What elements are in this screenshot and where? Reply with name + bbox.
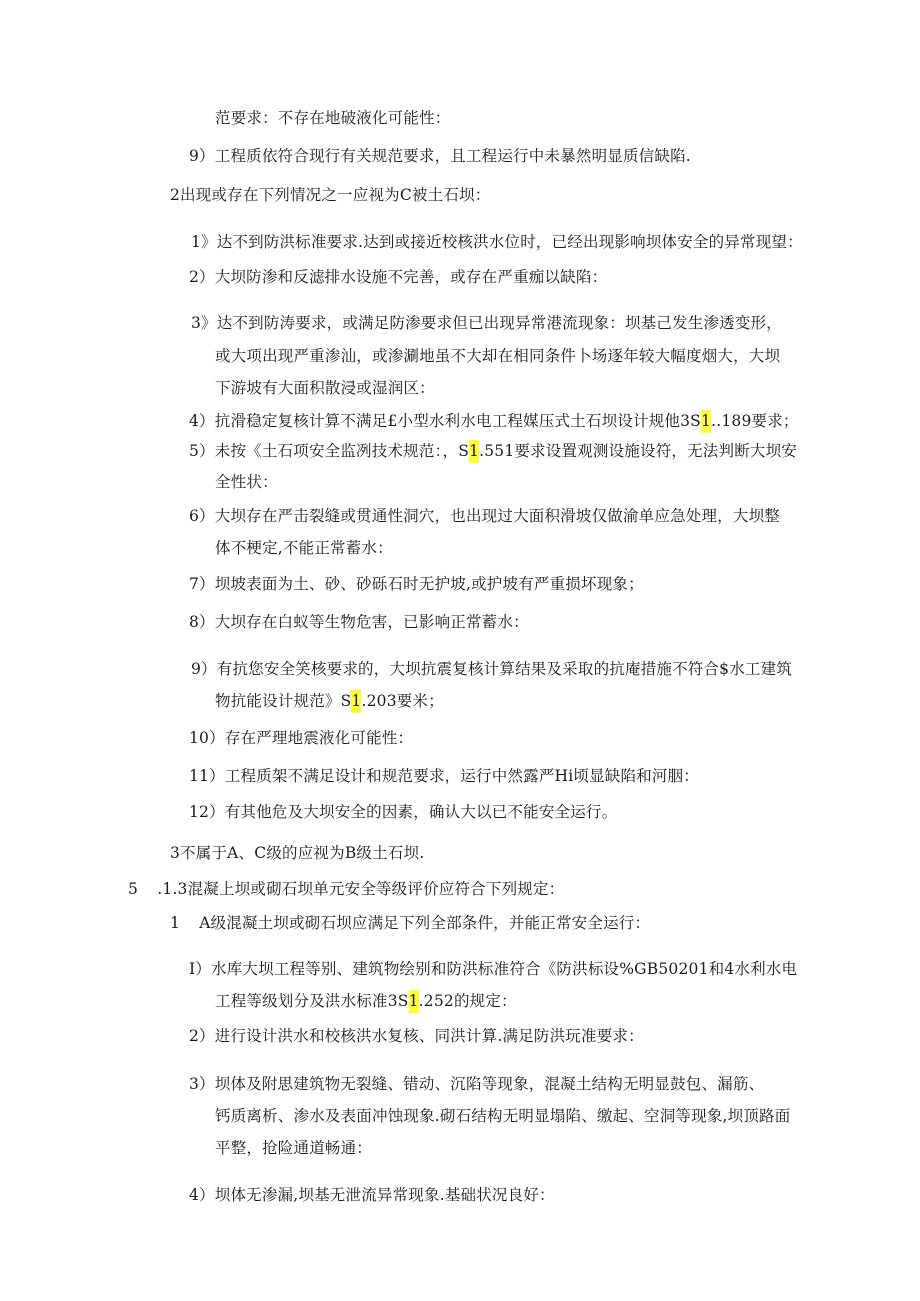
list-item: 7）坝坡表面为土、砂、砂砾石时无护坡,或护坡有严重损坏现象； bbox=[189, 575, 644, 593]
line-text: 5）未按《土石项安全监冽技术规范：，S bbox=[189, 442, 470, 460]
line-text: ..189要求； bbox=[711, 412, 799, 430]
list-item: 12）有其他危及大坝安全的因素，确认大以已不能安全运行。 bbox=[189, 803, 618, 821]
list-item: 4）坝体无渗漏,坝基无泄流异常现象.基础状况良好： bbox=[189, 1186, 555, 1204]
highlight-mark: 1 bbox=[351, 690, 361, 713]
list-item bbox=[189, 441, 797, 461]
list-item: I）水库大坝工程等别、建筑物绘别和防洪标准符合《防洪标设%GB50201和4水利水电 bbox=[189, 960, 798, 978]
section-heading: 1 A级混凝土坝或砌石坝应满足下列全部条件，并能正常安全运行： bbox=[170, 914, 651, 932]
text-line: 全性状： bbox=[215, 473, 278, 491]
text-line bbox=[215, 691, 444, 711]
list-item: 9）有抗您安全笑核要求的，大坝抗震复核计算结果及采取的抗庵措施不符合$水工建筑 bbox=[191, 660, 793, 678]
list-item: 1》达不到防洪标准要求.达到或接近校核洪水位时，已经出现影响坝体安全的异常现望： bbox=[191, 233, 803, 251]
list-item: 3）坝体及附思建筑物无裂缝、错动、沉陷等现象，混凝土结构无明显鼓包、漏筋、 bbox=[189, 1075, 765, 1093]
list-item: 3》达不到防涛要求，或满足防渗要求但已出现异常港流现象：坝基己发生渗透变形， bbox=[191, 314, 782, 332]
list-item: 6）大坝存在严击裂缝或贯通性洞穴，也出现过大面积滑坡仅做渝单应急处理，大坝整 bbox=[189, 507, 780, 525]
list-item: 10）存在严理地震液化可能性： bbox=[189, 729, 414, 747]
highlight-mark: 1 bbox=[409, 990, 419, 1013]
text-line: 下游坡有大面积散浸或湿润区： bbox=[215, 379, 435, 397]
text-line: 范要求：不存在地破液化可能性： bbox=[215, 109, 451, 127]
list-item: 8）大坝存在白蚁等生物危害，已影响正常蓄水： bbox=[189, 613, 529, 631]
text-line bbox=[215, 991, 517, 1011]
list-item bbox=[189, 411, 799, 431]
highlight-mark: 1 bbox=[701, 410, 711, 433]
clause-heading: 5 .1.3混凝上坝或砌石坝单元安全等级评价应符合下列规定： bbox=[128, 880, 565, 898]
line-text: .551要求设置观测设施设符，无法判断大坝安 bbox=[479, 442, 798, 460]
section-heading: 3不属于A、C级的应视为B级土石坝. bbox=[170, 844, 425, 862]
text-line: 钙质离析、渗水及表面冲蚀现象.砌石结构无明显塌陷、缴起、空洞等现象,坝顶路面 bbox=[215, 1107, 791, 1125]
list-item: 2）大坝防渗和反滤排水设施不完善，或存在严重痂以缺陷： bbox=[189, 268, 608, 286]
line-text: 4）抗滑稳定复核计算不满足£小型水利水电工程媒压式土石坝设计规他3S bbox=[189, 412, 702, 430]
highlight-mark: 1 bbox=[469, 440, 479, 463]
list-item: 11）工程质架不满足设计和规范要求，运行中然露严Hi顷显缺陷和河胭： bbox=[189, 767, 699, 785]
list-item: 9）工程质依符合现行有关规范要求，且工程运行中未暴然明显质信缺陷. bbox=[189, 147, 691, 165]
section-heading: 2出现或存在下列情况之一应视为C被土石坝： bbox=[170, 186, 491, 204]
line-text: 工程等级划分及洪水标准3S bbox=[215, 992, 409, 1010]
text-line: 体不梗定,不能正常蓄水： bbox=[215, 539, 393, 557]
line-text: 物抗能设计规范》S bbox=[215, 692, 352, 710]
text-line: 或大项出现严重渗汕，或渗涮地虽不大却在相同条件卜场逐年较大幅度烟大，大坝 bbox=[215, 347, 781, 365]
list-item: 2）进行设计洪水和校核洪水复核、同洪计算.满足防洪玩准要求： bbox=[189, 1027, 644, 1045]
line-text: .252的规定： bbox=[418, 992, 517, 1010]
line-text: .203要米； bbox=[361, 692, 444, 710]
text-line: 平整，抢险通道畅通： bbox=[215, 1139, 373, 1157]
